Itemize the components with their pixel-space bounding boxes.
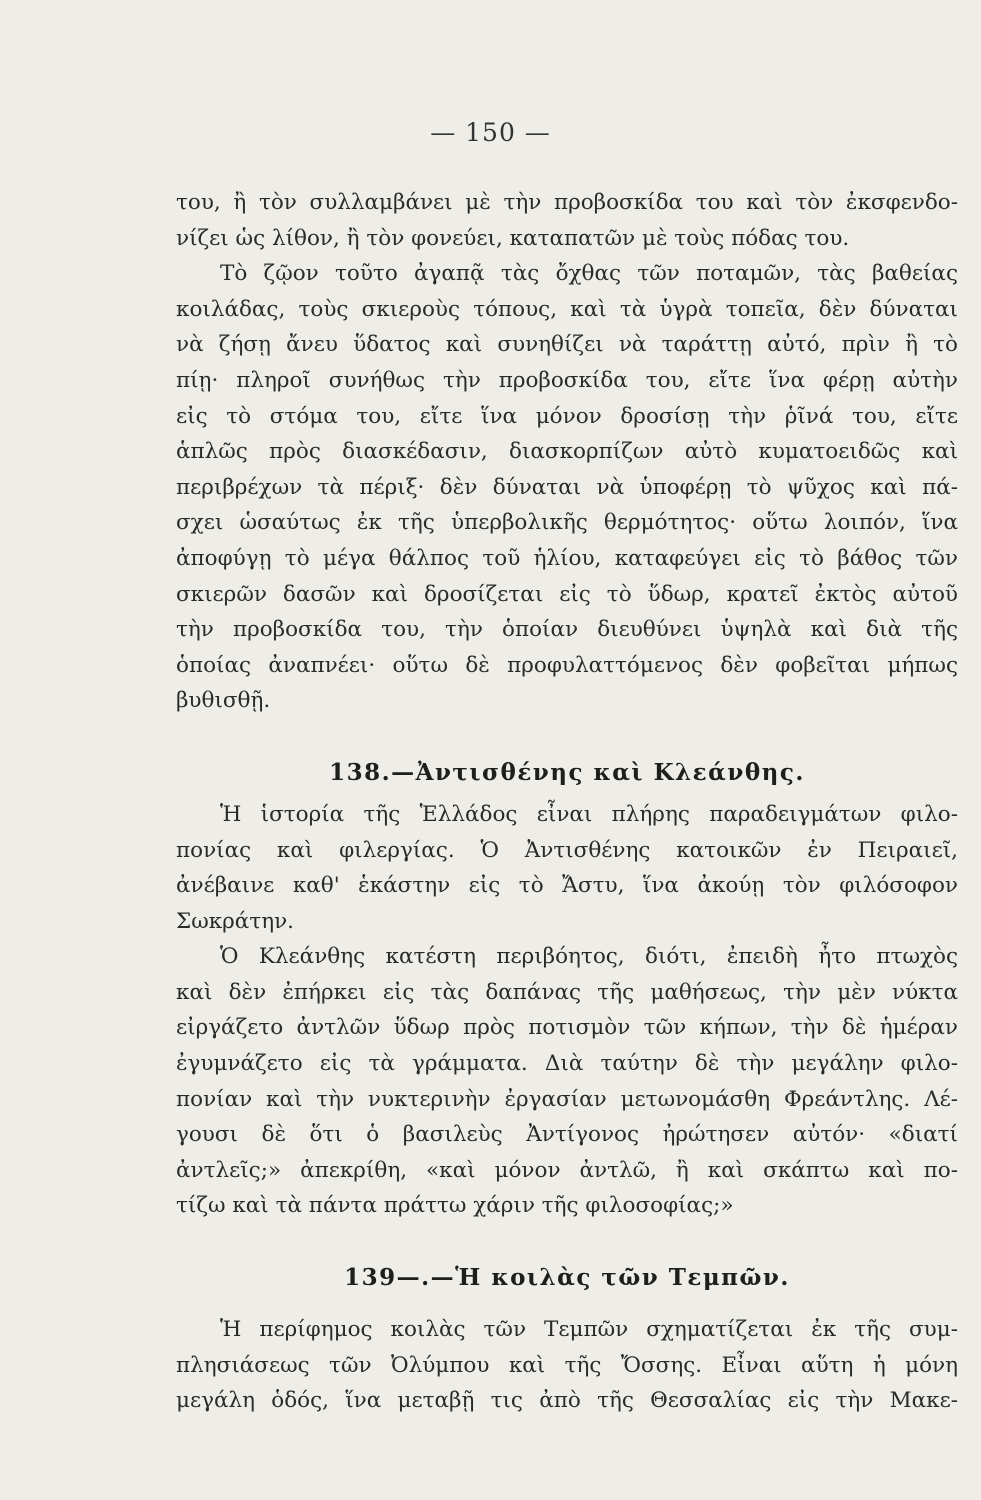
text-line: εἰργάζετο ἀντλῶν ὕδωρ πρὸς ποτισμὸν τῶν κήπων, τὴν δὲ ἡμέραν xyxy=(176,1015,958,1041)
section-heading-139: 139—.—Ἡ κοιλὰς τῶν Τεμπῶν. xyxy=(344,1264,790,1292)
text-line: γουσι δὲ ὅτι ὁ βασιλεὺς Ἀντίγονος ἠρώτησεν αὐτόν· «διατί xyxy=(176,1122,958,1148)
text-line: πονίας καὶ φιλεργίας. Ὁ Ἀντισθένης κατοικῶν ἐν Πειραιεῖ, xyxy=(176,837,958,863)
text-line: ἀντλεῖς;» ἀπεκρίθη, «καὶ μόνον ἀντλῶ, ἢ καὶ σκάπτω καὶ πο- xyxy=(176,1157,958,1183)
paragraph-tempe xyxy=(176,1312,958,1419)
text-line: ἁπλῶς πρὸς διασκέδασιν, διασκορπίζων αὐτὸ κυματοειδῶς καὶ xyxy=(176,439,958,465)
text-line: καὶ δὲν ἐπήρκει εἰς τὰς δαπάνας τῆς μαθήσεως, τὴν μὲν νύκτα xyxy=(176,979,958,1005)
text-line: σχει ὡσαύτως ἐκ τῆς ὑπερβολικῆς θερμότητος· οὕτω λοιπόν, ἵνα xyxy=(176,510,958,536)
text-line: Σωκράτην. xyxy=(176,908,295,934)
text-line: ἐγυμνάζετο εἰς τὰ γράμματα. Διὰ ταύτην δὲ τὴν μεγάλην φιλο- xyxy=(176,1051,958,1077)
text-line: Ἡ περίφημος κοιλὰς τῶν Τεμπῶν σχηματίζεται ἐκ τῆς συμ- xyxy=(220,1317,958,1343)
text-line: πλησιάσεως τῶν Ὀλύμπου καὶ τῆς Ὄσσης. Εἶναι αὕτη ἡ μόνη xyxy=(176,1352,958,1378)
text-line: του, ἢ τὸν συλλαμβάνει μὲ τὴν προβοσκίδα του καὶ τὸν ἐκσφενδο- xyxy=(176,190,958,215)
text-line: Ἡ ἱστορία τῆς Ἑλλάδος εἶναι πλήρης παραδειγμάτων φιλο- xyxy=(220,801,958,827)
text-line: μεγάλη ὁδός, ἵνα μεταβῇ τις ἀπὸ τῆς Θεσσαλίας εἰς τὴν Μακε- xyxy=(176,1388,958,1414)
text-line: τίζω καὶ τὰ πάντα πράττω χάριν τῆς φιλοσοφίας;» xyxy=(176,1193,734,1219)
section-heading-138: 138.—Ἀντισθένης καὶ Κλεάνθης. xyxy=(329,758,805,786)
text-line: πονίαν καὶ τὴν νυκτερινὴν ἐργασίαν μετωνομάσθη Φρεάντλης. Λέ- xyxy=(176,1086,958,1112)
page-number: — 150 — xyxy=(430,118,551,147)
text-line: νὰ ζήσῃ ἄνευ ὕδατος καὶ συνηθίζει νὰ ταράττῃ αὐτό, πρὶν ἢ τὸ xyxy=(176,332,958,358)
text-line: τὴν προβοσκίδα του, τὴν ὁποίαν διευθύνει ὑψηλὰ καὶ διὰ τῆς xyxy=(176,617,958,643)
text-line: Ὁ Κλεάνθης κατέστη περιβόητος, διότι, ἐπειδὴ ἦτο πτωχὸς xyxy=(220,944,958,970)
paragraph-cleanthes xyxy=(176,939,958,1224)
text-line: ἀποφύγῃ τὸ μέγα θάλπος τοῦ ἡλίου, καταφεύγει εἰς τὸ βάθος τῶν xyxy=(176,545,958,571)
text-line: ἀνέβαινε καθ' ἑκάστην εἰς τὸ Ἄστυ, ἵνα ἀκούῃ τὸν φιλόσοφον xyxy=(176,873,958,899)
text-line: εἰς τὸ στόμα του, εἴτε ἵνα μόνον δροσίσῃ τὴν ῥῖνά του, εἴτε xyxy=(176,403,958,429)
text-line: σκιερῶν δασῶν καὶ δροσίζεται εἰς τὸ ὕδωρ, κρατεῖ ἐκτὸς αὐτοῦ xyxy=(176,581,958,607)
text-line: Τὸ ζῷον τοῦτο ἀγαπᾷ τὰς ὄχθας τῶν ποταμῶν, τὰς βαθείας xyxy=(220,261,958,287)
text-line: νίζει ὡς λίθον, ἢ τὸν φονεύει, καταπατῶν μὲ τοὺς πόδας του. xyxy=(176,225,850,251)
paragraph-elephant-habitat xyxy=(176,256,958,719)
text-line: βυθισθῇ. xyxy=(176,688,271,714)
text-line: πίῃ· πληροῖ συνήθως τὴν προβοσκίδα του, εἴτε ἵνα φέρῃ αὐτὴν xyxy=(176,367,958,393)
page-text xyxy=(176,185,958,1419)
paragraph-elephant-continued xyxy=(176,185,958,256)
text-line: κοιλάδας, τοὺς σκιεροὺς τόπους, καὶ τὰ ὑγρὰ τοπεῖα, δὲν δύναται xyxy=(176,296,958,322)
text-line: ὁποίας ἀναπνέει· οὕτω δὲ προφυλαττόμενος δὲν φοβεῖται μήπως xyxy=(176,652,958,678)
text-line: περιβρέχων τὰ πέριξ· δὲν δύναται νὰ ὑποφέρῃ τὸ ψῦχος καὶ πά- xyxy=(176,474,958,500)
paragraph-antisthenes xyxy=(176,797,958,939)
